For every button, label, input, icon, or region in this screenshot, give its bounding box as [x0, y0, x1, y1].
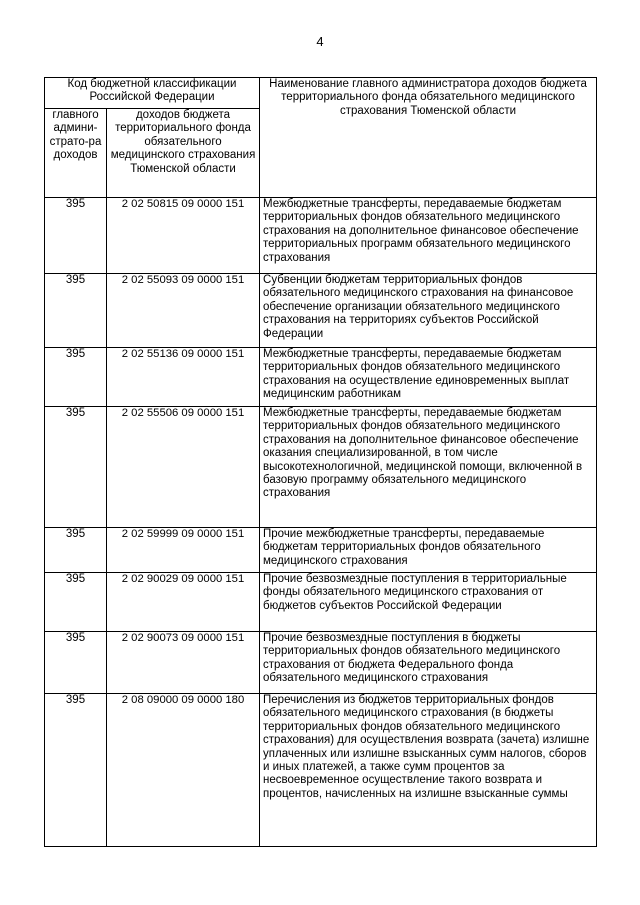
- revenue-name-cell: Субвенции бюджетам территориальных фондов обязательного медицинского страхования на финансовое обеспечение организации обязательного медицинского страхования на территориях субъектов Российской Федерации: [260, 274, 597, 348]
- admin-code-cell: 395: [45, 407, 107, 528]
- admin-code-cell: 395: [45, 348, 107, 407]
- budget-classification-table: [44, 77, 597, 847]
- revenue-code-cell: 2 02 90029 09 0000 151: [107, 573, 260, 632]
- revenue-name-cell: Перечисления из бюджетов территориальных фондов обязательного медицинского страхования (в бюджеты территориальных фондов обязательного медицинского страхования) для осуществления возврата (зачета) излишне уплаченных или излишне взысканных сумм налогов, сборов и иных платежей, а также сумм процентов за несвоевременное осуществление такого возврата и процентов, начисленных на излишне взысканные суммы: [260, 694, 597, 847]
- table-row: [45, 407, 597, 528]
- page-number: 4: [316, 34, 324, 49]
- revenue-name-cell: Прочие межбюджетные трансферты, передаваемые бюджетам территориальных фондов обязательного медицинского страхования: [260, 528, 597, 573]
- revenue-name-cell: Прочие безвозмездные поступления в территориальные фонды обязательного медицинского страхования от бюджетов субъектов Российской Федерации: [260, 573, 597, 632]
- header-main-administrator: главного админи-страто-ра доходов: [45, 109, 107, 198]
- revenue-name-cell: Прочие безвозмездные поступления в бюджеты территориальных фондов обязательного медицинского страхования от бюджета Федерального фонда обязательного медицинского страхования: [260, 632, 597, 694]
- revenue-code-cell: 2 02 55093 09 0000 151: [107, 274, 260, 348]
- admin-code-cell: 395: [45, 573, 107, 632]
- admin-code-cell: 395: [45, 274, 107, 348]
- revenue-code-cell: 2 08 09000 09 0000 180: [107, 694, 260, 847]
- table-row: [45, 528, 597, 573]
- header-administrator-name: Наименование главного администратора доходов бюджета территориального фонда обязательного медицинского страхования Тюменской области: [260, 78, 597, 198]
- revenue-code-cell: 2 02 90073 09 0000 151: [107, 632, 260, 694]
- revenue-name-cell: Межбюджетные трансферты, передаваемые бюджетам территориальных фондов обязательного медицинского страхования на осуществление единовременных выплат медицинским работникам: [260, 348, 597, 407]
- revenue-name-cell: Межбюджетные трансферты, передаваемые бюджетам территориальных фондов обязательного медицинского страхования на дополнительное финансовое обеспечение оказания специализированной, в том числе высокотехнологичной, медицинской помощи, включенной в базовую программу обязательного медицинского страхования: [260, 407, 597, 528]
- revenue-name-cell: Межбюджетные трансферты, передаваемые бюджетам территориальных фондов обязательного медицинского страхования на дополнительное финансовое обеспечение территориальных программ обязательного медицинского страхования: [260, 198, 597, 274]
- table-row: [45, 573, 597, 632]
- revenue-code-cell: 2 02 50815 09 0000 151: [107, 198, 260, 274]
- admin-code-cell: 395: [45, 198, 107, 274]
- header-fund-revenue: доходов бюджета территориального фонда обязательного медицинского страхования Тюменской области: [107, 109, 260, 198]
- table-row: [45, 348, 597, 407]
- table-row: [45, 632, 597, 694]
- revenue-code-cell: 2 02 59999 09 0000 151: [107, 528, 260, 573]
- table-row: [45, 694, 597, 847]
- table-row: [45, 198, 597, 274]
- admin-code-cell: 395: [45, 528, 107, 573]
- table-row: [45, 274, 597, 348]
- admin-code-cell: 395: [45, 632, 107, 694]
- admin-code-cell: 395: [45, 694, 107, 847]
- revenue-code-cell: 2 02 55136 09 0000 151: [107, 348, 260, 407]
- revenue-code-cell: 2 02 55506 09 0000 151: [107, 407, 260, 528]
- header-budget-classification-code: Код бюджетной классификации Российской Федерации: [45, 78, 260, 109]
